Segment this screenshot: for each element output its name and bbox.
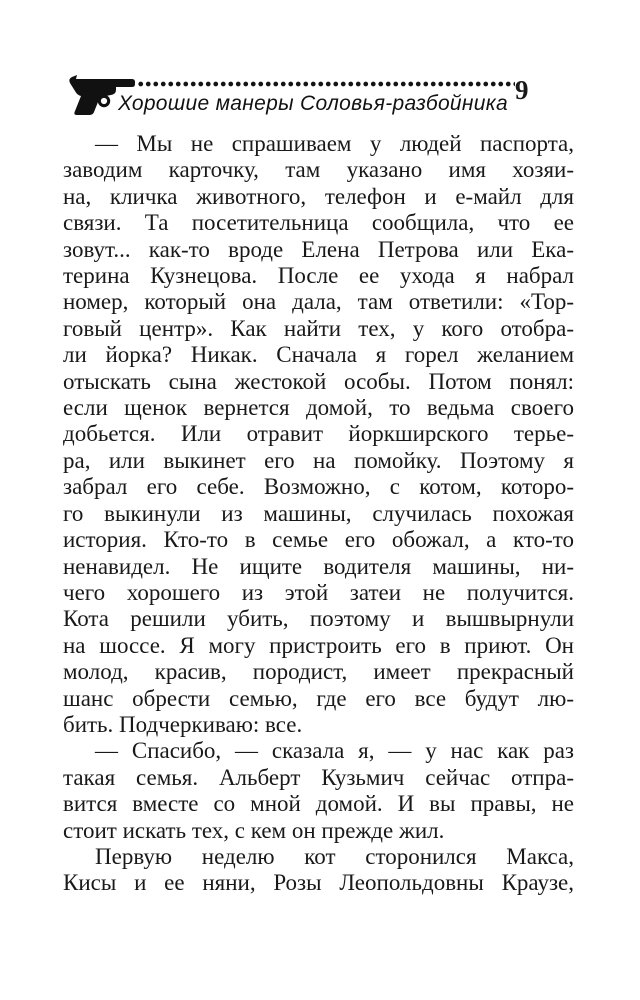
body-text	[63, 131, 574, 897]
text-line: на шоссе. Я могу пристроить его в приют. Он	[63, 632, 574, 658]
running-title: Хорошие манеры Соловья-разбойника	[118, 92, 508, 115]
page-number: 9	[515, 75, 529, 105]
text-line: Первую неделю кот сторонился Макса,	[95, 843, 574, 869]
text-line: номер, который она дала, там ответили: «Тор-	[63, 289, 574, 315]
text-line: забрал его себе. Возможно, с котом, которо-	[63, 474, 574, 500]
text-line: вится вместе со мной домой. И вы правы, не	[63, 791, 574, 817]
text-line: если щенок вернется домой, то ведьма своего	[63, 395, 574, 421]
text-line: — Спасибо, — сказала я, — у нас как раз	[95, 738, 574, 764]
text-line: ра, или выкинет его на помойку. Поэтому я	[63, 447, 574, 473]
paragraph	[63, 844, 574, 897]
text-line: Кота решили убить, поэтому и вышвырнули	[63, 606, 574, 632]
text-line: такая семья. Альберт Кузьмич сейчас отпра-	[63, 764, 574, 790]
text-line: Кисы и ее няни, Розы Леопольдовны Краузе,	[63, 870, 574, 896]
text-line: говый центр». Как найти тех, у кого отобра-	[63, 315, 574, 341]
paragraph	[63, 738, 574, 844]
running-header	[63, 74, 574, 120]
header-dotted-rule	[137, 81, 515, 87]
text-line: ненавидел. Не ищите водителя машины, ни-	[63, 553, 574, 579]
paragraph	[63, 131, 574, 738]
text-line: молод, красив, породист, имеет прекрасный	[63, 659, 574, 685]
text-line: добьется. Или отравит йоркширского терье-	[63, 421, 574, 447]
text-line: бить. Подчеркиваю: все.	[63, 711, 303, 737]
text-line: история. Кто-то в семье его обожал, а кто-то	[63, 527, 574, 553]
text-line: шанс обрести семью, где его все будут лю-	[63, 685, 574, 711]
text-line: чего хорошего из этой затеи не получится.	[63, 579, 574, 605]
text-line: ли йорка? Никак. Сначала я горел желанием	[63, 342, 574, 368]
text-line: го выкинули из машины, случилась похожая	[63, 500, 574, 526]
text-line: терина Кузнецова. После ее ухода я набрал	[63, 263, 574, 289]
text-line: стоит искать тех, с кем он прежде жил.	[63, 817, 445, 843]
text-line: заводим карточку, там указано имя хозяи-	[63, 157, 574, 183]
text-line: отыскать сына жестокой особы. Потом понял:	[63, 368, 574, 394]
text-line: на, кличка животного, телефон и е-майл для	[63, 183, 574, 209]
text-line: связи. Та посетительница сообщила, что ее	[63, 210, 574, 236]
text-line: зовут... как-то вроде Елена Петрова или Ека-	[63, 236, 574, 262]
text-line: — Мы не спрашиваем у людей паспорта,	[95, 131, 574, 156]
